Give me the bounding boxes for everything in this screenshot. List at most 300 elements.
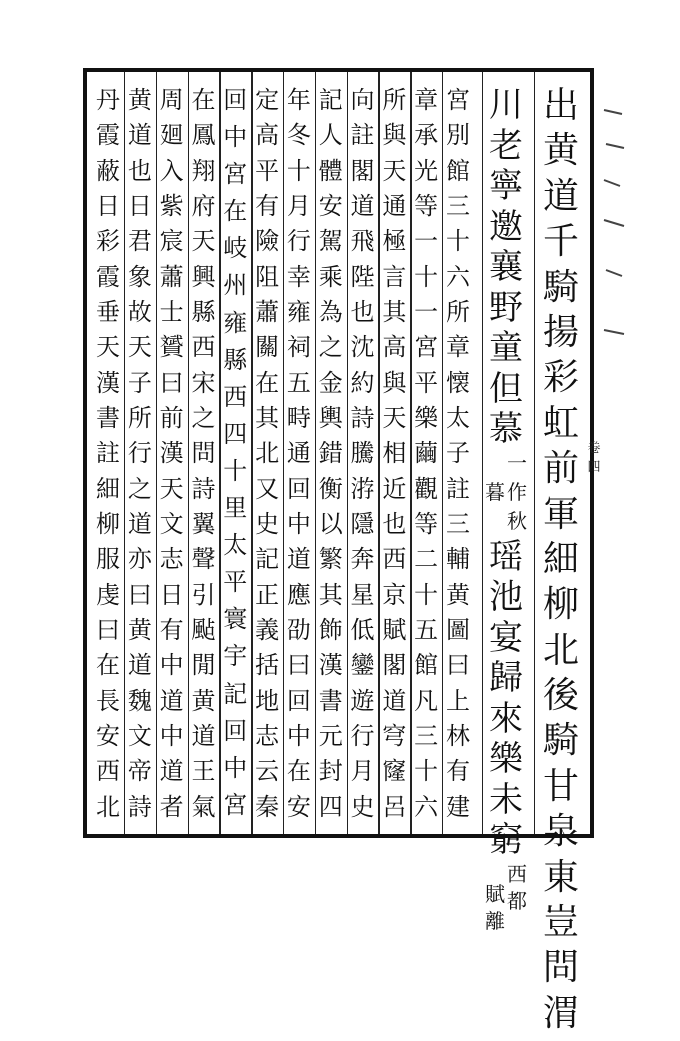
glyph: 所	[127, 403, 152, 432]
column-rule	[283, 72, 284, 834]
glyph: 蕭	[255, 297, 280, 326]
glyph: 州	[223, 271, 248, 300]
glyph: 志	[255, 721, 280, 750]
glyph: 章	[414, 86, 439, 114]
glyph: 岐	[223, 234, 248, 263]
column-text	[382, 88, 406, 830]
glyph: 東	[542, 856, 579, 898]
glyph: 北	[542, 629, 579, 671]
glyph: 向	[350, 86, 375, 114]
glyph: 鳳	[191, 121, 216, 150]
glyph: 近	[382, 474, 407, 503]
glyph: 繁	[318, 545, 343, 574]
glyph: 應	[286, 580, 311, 609]
column-text	[160, 88, 184, 830]
glyph: 窮	[489, 820, 523, 860]
glyph: 氣	[191, 792, 216, 821]
column-rule	[378, 72, 379, 834]
glyph: 六	[446, 262, 470, 291]
glyph: 閣	[382, 651, 407, 680]
column-text	[446, 88, 470, 830]
glyph: 里	[223, 494, 248, 523]
glyph: 西	[507, 861, 527, 886]
glyph: 騎	[542, 720, 579, 762]
glyph: 志	[159, 545, 184, 574]
glyph: 天	[159, 474, 184, 503]
glyph: 京	[382, 580, 407, 609]
glyph: 甘	[542, 765, 579, 807]
glyph: 廻	[159, 121, 184, 150]
text-column-12	[156, 88, 188, 830]
glyph: 十	[414, 580, 439, 609]
glyph: 錯	[318, 439, 343, 468]
glyph: 翼	[191, 509, 216, 538]
glyph: 回	[286, 686, 311, 715]
glyph: 平	[414, 368, 439, 397]
glyph: 館	[414, 651, 439, 680]
glyph: 圖	[446, 615, 470, 644]
glyph: 懐	[446, 368, 470, 397]
glyph: 騰	[350, 439, 375, 468]
glyph: 縣	[191, 297, 216, 326]
glyph: 興	[191, 262, 216, 291]
column-rule	[347, 72, 348, 834]
glyph: 問	[542, 947, 579, 989]
glyph: 凡	[414, 686, 439, 715]
glyph: 有	[255, 191, 280, 220]
glyph: 蕭	[159, 262, 184, 291]
glyph: 相	[382, 439, 407, 468]
glyph: 霞	[96, 262, 120, 291]
glyph: 宴	[489, 617, 523, 658]
glyph: 遊	[350, 686, 375, 715]
column-rule	[534, 72, 535, 834]
column-text	[255, 88, 279, 830]
glyph: 細	[542, 538, 579, 580]
glyph: 渭	[542, 992, 579, 1034]
glyph: 飾	[318, 615, 343, 644]
glyph: 星	[350, 580, 375, 609]
text-column-5	[378, 88, 410, 830]
glyph: 十	[414, 262, 439, 291]
glyph: 天	[127, 333, 152, 362]
glyph: 幸	[286, 262, 311, 291]
glyph: 通	[382, 191, 407, 220]
glyph: 野	[489, 287, 523, 328]
sub-right	[506, 450, 528, 540]
glyph: 月	[286, 191, 311, 220]
glyph: 周	[159, 86, 184, 114]
interlinear-note	[484, 861, 528, 938]
column-text	[542, 85, 579, 1041]
glyph: 註	[350, 121, 375, 150]
glyph: 邀	[489, 206, 523, 247]
glyph: 冬	[286, 121, 311, 150]
glyph: 道	[127, 121, 152, 150]
glyph: 元	[318, 721, 343, 750]
column-text	[319, 88, 343, 830]
glyph: 在	[96, 651, 120, 680]
glyph: 也	[127, 156, 152, 185]
glyph: 府	[191, 191, 216, 220]
glyph: 縣	[223, 345, 248, 374]
glyph: 言	[382, 262, 407, 291]
glyph: 日	[127, 191, 152, 220]
glyph: 為	[318, 297, 343, 326]
glyph: 館	[446, 156, 470, 185]
glyph: 十	[286, 156, 311, 185]
glyph: 垂	[96, 297, 120, 326]
glyph: 西	[382, 545, 407, 574]
glyph: 高	[382, 333, 407, 362]
glyph: 暮	[485, 479, 505, 504]
glyph: 揚	[542, 311, 579, 353]
glyph: 與	[382, 368, 407, 397]
glyph: 史	[255, 509, 280, 538]
glyph: 漢	[96, 368, 120, 397]
glyph: 曰	[127, 580, 152, 609]
glyph: 故	[127, 297, 152, 326]
column-rule	[124, 72, 125, 834]
glyph: 平	[223, 568, 248, 597]
glyph: 中	[223, 753, 248, 782]
text-column-1	[541, 85, 581, 1041]
glyph: 十	[414, 757, 439, 786]
glyph: 三	[446, 509, 470, 538]
glyph: 襄	[489, 247, 523, 287]
glyph: 三	[414, 721, 439, 750]
glyph: 定	[255, 86, 280, 114]
column-rule	[251, 72, 252, 834]
glyph: 建	[446, 792, 470, 821]
glyph: 出	[542, 85, 579, 126]
glyph: 亦	[127, 545, 152, 574]
glyph: 長	[96, 686, 120, 715]
tail	[489, 536, 523, 864]
glyph: 蔽	[96, 156, 120, 185]
glyph: 前	[542, 448, 579, 490]
glyph: 宮	[223, 160, 248, 189]
glyph: 紫	[159, 191, 184, 220]
glyph: 柳	[96, 509, 120, 538]
glyph: 記	[318, 86, 343, 114]
glyph: 等	[414, 509, 439, 538]
glyph: 險	[255, 227, 280, 256]
glyph: 阻	[255, 262, 280, 291]
glyph: 黄	[191, 686, 216, 715]
glyph: 翔	[191, 156, 216, 185]
glyph: 西	[191, 333, 216, 362]
glyph: 者	[159, 792, 184, 821]
main	[489, 85, 523, 453]
glyph: 前	[159, 403, 184, 432]
glyph: 宸	[159, 227, 184, 256]
glyph: 窿	[382, 757, 407, 786]
glyph: 樂	[489, 739, 523, 779]
glyph: 年	[286, 86, 311, 114]
glyph: 士	[159, 297, 184, 326]
glyph: 漢	[318, 651, 343, 680]
glyph: 奔	[350, 545, 375, 574]
glyph: 安	[96, 721, 120, 750]
column-text	[351, 88, 375, 830]
glyph: 書	[96, 403, 120, 432]
glyph: 也	[382, 509, 407, 538]
glyph: 也	[350, 297, 375, 326]
glyph: 閣	[350, 156, 375, 185]
glyph: 四	[223, 419, 248, 448]
glyph: 五	[286, 368, 311, 397]
glyph: 未	[489, 779, 523, 820]
glyph: 繭	[414, 439, 439, 468]
glyph: 乘	[318, 262, 343, 291]
glyph: 與	[382, 121, 407, 150]
glyph: 宮	[446, 86, 470, 114]
glyph: 童	[489, 328, 523, 368]
glyph: 關	[255, 333, 280, 362]
column-rule	[442, 72, 443, 834]
glyph: 之	[191, 403, 216, 432]
glyph: 細	[96, 474, 120, 503]
glyph: 呂	[382, 792, 407, 821]
glyph: 道	[159, 686, 184, 715]
glyph: 穹	[382, 721, 407, 750]
glyph: 三	[446, 191, 470, 220]
glyph: 之	[127, 474, 152, 503]
glyph: 極	[382, 227, 407, 256]
glyph: 但	[489, 368, 523, 409]
glyph: 隱	[350, 509, 375, 538]
glyph: 川	[489, 85, 523, 125]
glyph: 六	[414, 792, 439, 821]
glyph: 天	[382, 156, 407, 185]
glyph: 十	[446, 227, 470, 256]
glyph: 道	[286, 545, 311, 574]
glyph: 閒	[191, 651, 216, 680]
glyph: 霞	[96, 121, 120, 150]
glyph: 承	[414, 121, 439, 150]
glyph: 正	[255, 580, 280, 609]
glyph: 在	[286, 757, 311, 786]
glyph: 黄	[127, 86, 152, 114]
glyph: 註	[446, 474, 470, 503]
glyph: 離	[485, 908, 505, 933]
glyph: 上	[446, 686, 470, 715]
glyph: 詩	[191, 474, 216, 503]
glyph: 太	[446, 403, 470, 432]
column-rule	[315, 72, 316, 834]
glyph: 後	[542, 675, 579, 717]
text-column-8	[283, 88, 315, 830]
glyph: 樂	[414, 403, 439, 432]
glyph: 象	[127, 262, 152, 291]
glyph: 記	[255, 545, 280, 574]
glyph: 安	[286, 792, 311, 821]
glyph: 記	[223, 679, 248, 708]
glyph: 秦	[255, 792, 280, 821]
chapter-margin-note: 卷四	[587, 441, 601, 475]
glyph: 史	[350, 792, 375, 821]
text-column-3	[442, 88, 474, 830]
glyph: 日	[96, 191, 120, 220]
glyph: 劭	[286, 615, 311, 644]
glyph: 二	[414, 545, 439, 574]
glyph: 其	[318, 580, 343, 609]
glyph: 章	[446, 333, 470, 362]
glyph: 有	[446, 757, 470, 786]
glyph: 丹	[96, 86, 120, 114]
glyph: 約	[350, 368, 375, 397]
glyph: 在	[191, 86, 216, 114]
glyph: 沈	[350, 333, 375, 362]
glyph: 來	[489, 698, 523, 739]
glyph: 賦	[382, 615, 407, 644]
glyph: 曰	[446, 651, 470, 680]
glyph: 回	[286, 474, 311, 503]
glyph: 太	[223, 531, 248, 560]
text-column-11	[187, 88, 219, 830]
glyph: 道	[382, 686, 407, 715]
glyph: 天	[382, 403, 407, 432]
glyph: 輿	[318, 403, 343, 432]
glyph: 騎	[542, 266, 579, 308]
glyph: 作	[507, 479, 527, 504]
glyph: 中	[159, 721, 184, 750]
glyph: 所	[382, 86, 407, 114]
glyph: 王	[191, 757, 216, 786]
note-left	[484, 881, 506, 938]
glyph: 一	[414, 297, 439, 326]
glyph: 又	[255, 474, 280, 503]
glyph: 回	[223, 86, 248, 114]
glyph: 等	[414, 191, 439, 220]
glyph: 其	[382, 297, 407, 326]
column-text	[223, 88, 247, 830]
glyph: 泉	[542, 811, 579, 853]
glyph: 安	[318, 191, 343, 220]
glyph: 瑶	[489, 536, 523, 577]
glyph: 宮	[414, 333, 439, 362]
glyph: 道	[159, 757, 184, 786]
glyph: 贇	[159, 333, 184, 362]
glyph: 曰	[96, 615, 120, 644]
glyph: 金	[318, 368, 343, 397]
glyph: 日	[159, 580, 184, 609]
glyph: 其	[255, 403, 280, 432]
glyph: 漢	[159, 439, 184, 468]
glyph: 宮	[223, 790, 248, 819]
glyph: 黄	[542, 130, 579, 172]
glyph: 歸	[489, 658, 523, 698]
column-rule	[410, 72, 411, 834]
glyph: 黄	[127, 615, 152, 644]
glyph: 都	[507, 888, 527, 913]
glyph: 觀	[414, 474, 439, 503]
glyph: 鑾	[350, 651, 375, 680]
glyph: 豈	[542, 902, 579, 944]
glyph: 詩	[350, 403, 375, 432]
glyph: 千	[542, 221, 579, 263]
glyph: 北	[255, 439, 280, 468]
glyph: 君	[127, 227, 152, 256]
glyph: 義	[255, 615, 280, 644]
glyph: 魏	[127, 686, 152, 715]
text-column-13	[124, 88, 156, 830]
column-rule	[219, 72, 220, 834]
column-text	[128, 88, 152, 830]
glyph: 光	[414, 156, 439, 185]
glyph: 高	[255, 121, 280, 150]
glyph: 池	[489, 577, 523, 617]
glyph: 四	[318, 792, 343, 821]
glyph: 問	[191, 439, 216, 468]
glyph: 秋	[507, 508, 527, 533]
glyph: 一	[414, 227, 439, 256]
glyph: 雍	[286, 297, 311, 326]
glyph: 虔	[96, 580, 120, 609]
glyph: 平	[255, 156, 280, 185]
glyph: 賦	[485, 881, 505, 906]
glyph: 帝	[127, 757, 152, 786]
glyph: 月	[350, 757, 375, 786]
glyph: 聲	[191, 545, 216, 574]
glyph: 道	[542, 175, 579, 217]
column-rule	[156, 72, 157, 834]
glyph: 以	[318, 509, 343, 538]
glyph: 柳	[542, 584, 579, 626]
column-text	[191, 88, 215, 830]
text-column-4	[410, 88, 442, 830]
glyph: 服	[96, 545, 120, 574]
glyph: 書	[318, 686, 343, 715]
glyph: 在	[255, 368, 280, 397]
glyph: 曰	[159, 368, 184, 397]
glyph: 註	[96, 439, 120, 468]
glyph: 十	[223, 456, 248, 485]
text-column-2	[484, 85, 528, 938]
glyph: 在	[223, 197, 248, 226]
glyph: 衡	[318, 474, 343, 503]
glyph: 回	[223, 716, 248, 745]
glyph: 之	[318, 333, 343, 362]
glyph: 所	[446, 297, 470, 326]
glyph: 老	[489, 125, 523, 166]
glyph: 祠	[286, 333, 311, 362]
glyph: 中	[223, 123, 248, 152]
glyph: 㳺	[350, 474, 375, 503]
text-column-14	[92, 88, 124, 830]
glyph: 慕	[489, 409, 523, 449]
glyph: 云	[255, 757, 280, 786]
glyph: 文	[159, 509, 184, 538]
glyph: 括	[255, 651, 280, 680]
glyph: 行	[127, 439, 152, 468]
glyph: 有	[159, 615, 184, 644]
glyph: 飛	[350, 227, 375, 256]
glyph: 道	[191, 721, 216, 750]
glyph: 寰	[223, 605, 248, 634]
glyph: 中	[159, 651, 184, 680]
glyph: 宋	[191, 368, 216, 397]
glyph: 曰	[286, 651, 311, 680]
glyph: 低	[350, 615, 375, 644]
glyph: 颭	[191, 615, 216, 644]
glyph: 封	[318, 757, 343, 786]
glyph: 彩	[96, 227, 120, 256]
glyph: 人	[318, 121, 343, 150]
glyph: 宇	[223, 642, 248, 671]
text-column-6	[347, 88, 379, 830]
